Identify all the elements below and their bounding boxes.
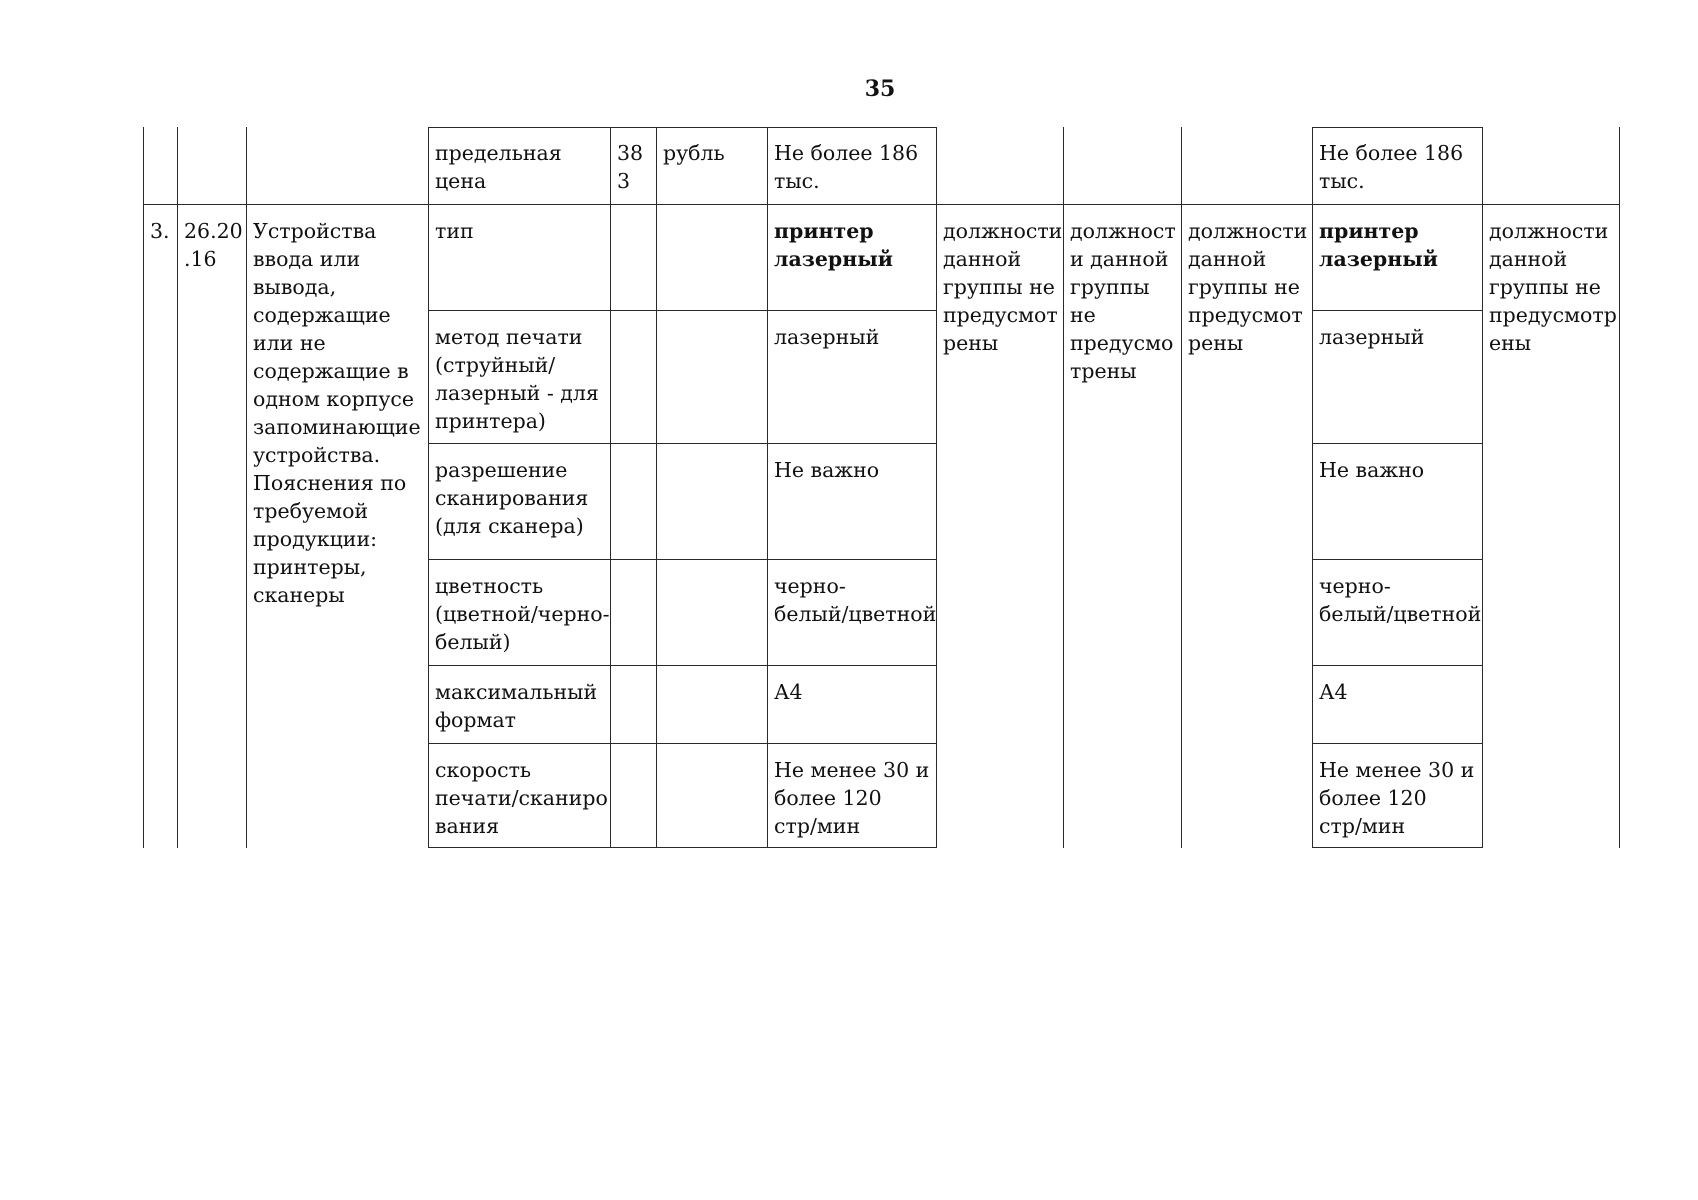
grid-line: [143, 204, 1619, 205]
cell-group-3: должност и данной группы не предусмо трены: [1070, 219, 1176, 383]
grid-line: [1312, 665, 1482, 666]
cell-value-5: Не менее 30 и более 120 стр/мин: [1319, 758, 1475, 838]
cell-group-4: должности данной группы не предусмот рены: [1188, 219, 1308, 355]
cell-characteristic: предельная цена: [435, 141, 562, 193]
grid-line: [1312, 847, 1482, 848]
cell-product-name: Устройства ввода или вывода, содержащие или не содержащие в одном корпусе запоминающие устройства. Пояснения по требуемой продукции: принтеры, сканеры: [253, 219, 421, 607]
grid-line: [936, 127, 937, 848]
grid-line: [1619, 127, 1620, 848]
page-number: 35: [864, 76, 896, 102]
grid-line: [1482, 127, 1483, 848]
cell-value-5: Не важно: [1319, 458, 1425, 482]
grid-line: [1312, 443, 1482, 444]
grid-line: [428, 559, 936, 560]
grid-line: [1312, 127, 1482, 128]
cell-value-5: лазерный: [1319, 325, 1425, 349]
grid-line: [428, 127, 429, 848]
cell-okei-code: 38 3: [617, 141, 644, 193]
grid-line: [1312, 310, 1482, 311]
grid-line: [1181, 127, 1182, 848]
grid-line: [177, 127, 178, 848]
cell-unit: рубль: [663, 141, 725, 165]
cell-value-5: Не более 186 тыс.: [1319, 141, 1464, 193]
cell-characteristic: метод печати (струйный/ лазерный - для принтера): [435, 325, 599, 433]
grid-line: [656, 127, 657, 848]
cell-characteristic: цветность (цветной/черно- белый): [435, 574, 610, 654]
grid-line: [1312, 743, 1482, 744]
cell-value-1: принтер лазерный: [774, 219, 893, 271]
grid-line: [428, 443, 936, 444]
cell-characteristic: максимальный формат: [435, 680, 598, 732]
cell-group-2: должности данной группы не предусмот рены: [943, 219, 1063, 355]
cell-value-1: А4: [774, 680, 803, 704]
grid-line: [143, 127, 144, 848]
cell-value-1: Не более 186 тыс.: [774, 141, 919, 193]
cell-value-5: принтер лазерный: [1319, 219, 1438, 271]
cell-okpd-code: 26.20 .16: [184, 219, 243, 271]
grid-line: [428, 847, 936, 848]
cell-value-1: Не важно: [774, 458, 880, 482]
cell-value-1: лазерный: [774, 325, 880, 349]
grid-line: [428, 743, 936, 744]
cell-value-5: черно- белый/цветной: [1319, 574, 1482, 626]
grid-line: [428, 127, 936, 128]
cell-row-number: 3.: [150, 219, 170, 243]
grid-line: [1312, 559, 1482, 560]
cell-characteristic: разрешение сканирования (для сканера): [435, 458, 589, 538]
cell-group-6: должности данной группы не предусмотр ены: [1489, 219, 1617, 355]
cell-value-5: А4: [1319, 680, 1348, 704]
grid-line: [767, 127, 768, 848]
cell-characteristic: тип: [435, 219, 474, 243]
cell-value-1: Не менее 30 и более 120 стр/мин: [774, 758, 930, 838]
grid-line: [610, 127, 611, 848]
grid-line: [1312, 127, 1313, 848]
grid-line: [246, 127, 247, 848]
grid-line: [428, 665, 936, 666]
cell-value-1: черно- белый/цветной: [774, 574, 937, 626]
grid-line: [1063, 127, 1064, 848]
cell-characteristic: скорость печати/сканиро вания: [435, 758, 608, 838]
grid-line: [428, 310, 936, 311]
